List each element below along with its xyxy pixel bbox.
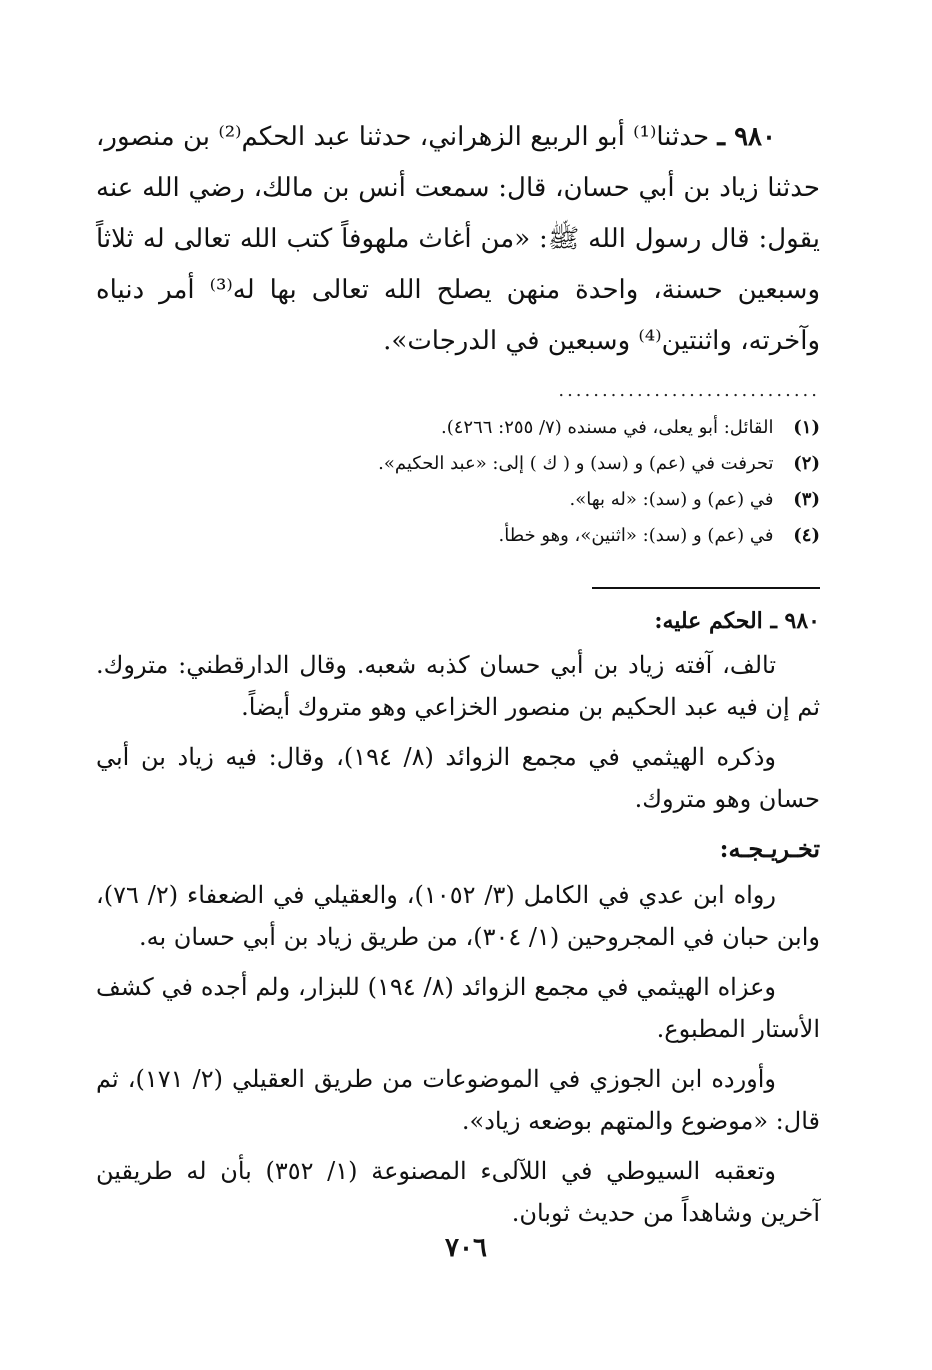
hadith-body: حدثنا⁽¹⁾ أبو الربيع الزهراني، حدثنا عبد الحكم⁽²⁾ بن منصور، حدثنا زياد بن أبي حسان، قال: سمعت أنس بن مالك، رضي الله عنه يقول: قال رسول الله ﷺ: «من أغاث ملهوفاً كتب الله تعالى له ثلاثاً وسبعين حسنة، واحدة منهن يصلح الله تعالى بها له⁽³⁾ أمر دنياه وآخرته، واثنتين⁽⁴⁾ وسبعين في الدرجات». <box>96 122 820 356</box>
takhrij-paragraph: رواه ابن عدي في الكامل (٣/ ١٠٥٢)، والعقيلي في الضعفاء (٢/ ٧٦)، وابن حبان في المجروحين (١/ ٣٠٤)، من طريق زياد بن أبي حسان به. <box>96 881 820 951</box>
footnote-separator: .............................. <box>558 380 820 401</box>
takhrij-paragraph: وأورده ابن الجوزي في الموضوعات من طريق العقيلي (٢/ ١٧١)، ثم قال: «موضوع والمتهم بوضعه زياد». <box>96 1065 820 1135</box>
takhrij-heading: تخـريـجـه: <box>719 834 820 863</box>
judgement-title: الحكم عليه: <box>654 608 763 634</box>
takhrij-paragraph: وعزاه الهيثمي في مجمع الزوائد (٨/ ١٩٤) للبزار، ولم أجده في كشف الأستار المطبوع. <box>96 973 820 1043</box>
footnote-text: تحرفت في (عم) و (سد) و ( ك ) إلى: «عبد الحكيم». <box>378 453 774 474</box>
page-number: ٧٠٦ <box>445 1233 487 1263</box>
hadith-text <box>96 112 820 367</box>
footnote-2 <box>96 446 820 482</box>
judgement-heading <box>96 600 820 642</box>
judgement-number: ٩٨٠ ـ <box>770 608 820 634</box>
footnotes <box>96 410 820 554</box>
footnote-4 <box>96 518 820 554</box>
footnote-text: في (عم) و (سد): «اثنين»، وهو خطأ. <box>498 525 774 546</box>
takhrij-section <box>96 828 820 1234</box>
footnote-number: (٢) <box>793 453 820 474</box>
footnote-text: في (عم) و (سد): «له بها». <box>569 489 774 510</box>
footnote-number: (٣) <box>793 489 820 510</box>
footnote-number: (٤) <box>793 525 820 546</box>
footnote-3 <box>96 482 820 518</box>
judgement-paragraph: وذكره الهيثمي في مجمع الزوائد (٨/ ١٩٤)، وقال: فيه زياد بن أبي حسان وهو متروك. <box>96 743 820 813</box>
section-divider <box>592 587 820 589</box>
judgement-paragraph: تالف، آفته زياد بن أبي حسان كذبه شعبه. وقال الدارقطني: متروك. ثم إن فيه عبد الحكيم بن منصور الخزاعي وهو متروك أيضاً. <box>96 651 820 721</box>
takhrij-paragraph: وتعقبه السيوطي في اللآلىء المصنوعة (١/ ٣٥٢) بأن له طريقين آخرين وشاهداً من حديث ثوبان. <box>96 1157 820 1227</box>
judgement-section <box>96 600 820 820</box>
footnote-text: القائل: أبو يعلى، في مسنده (٧/ ٢٥٥: ٤٢٦٦). <box>441 417 774 438</box>
footnote-number: (١) <box>793 417 820 438</box>
hadith-number: ٩٨٠ ـ <box>717 122 776 152</box>
footnote-1 <box>96 410 820 446</box>
